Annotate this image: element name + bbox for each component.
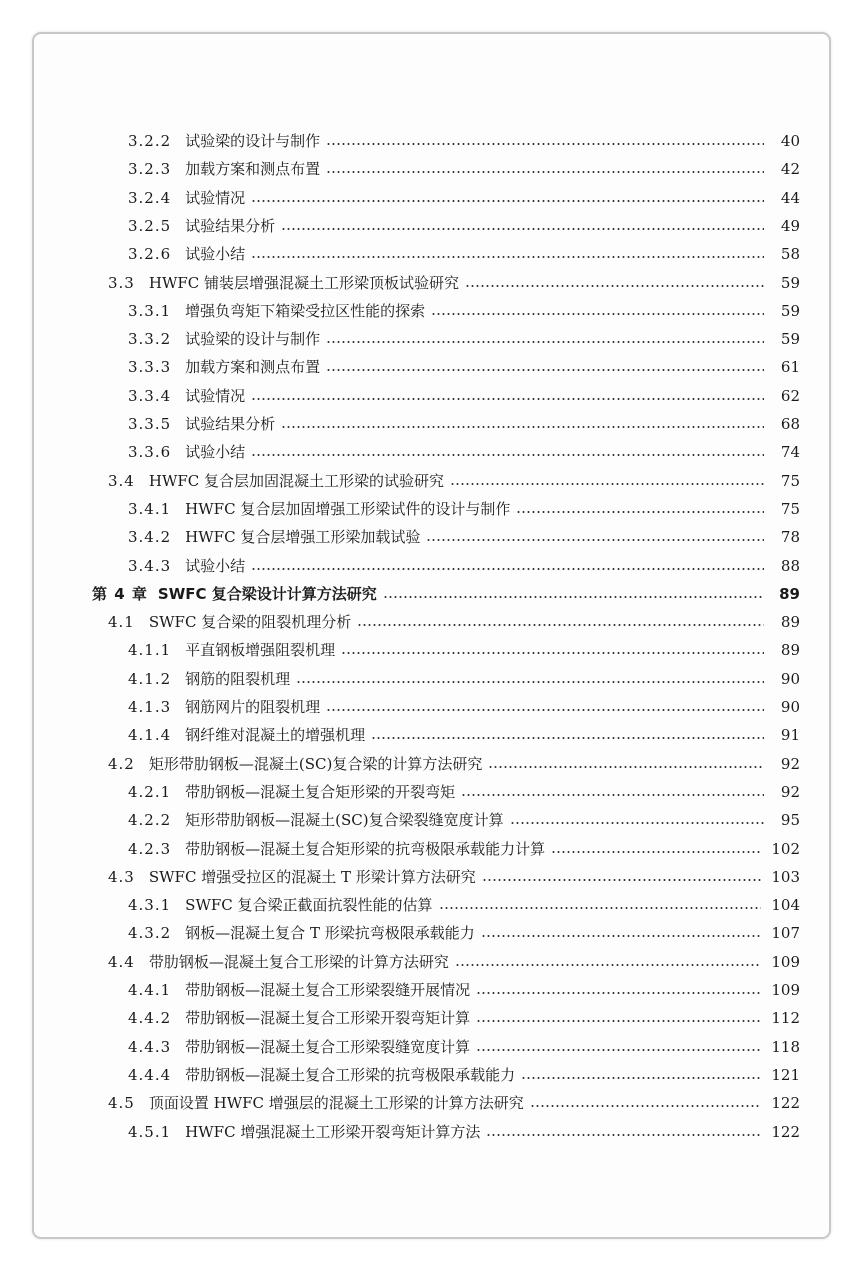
toc-entry-page: 44 [780, 188, 800, 207]
toc-entry[interactable] [0, 1089, 800, 1117]
toc-entry[interactable] [0, 410, 800, 438]
toc-entry-title: 增强负弯矩下箱梁受拉区性能的探索 [185, 301, 426, 320]
toc-entry-page: 92 [780, 754, 800, 773]
toc-entry-page: 74 [780, 443, 800, 462]
toc-entry-number: 4.1 [108, 613, 135, 632]
toc-dot-leader [476, 992, 761, 994]
toc-entry[interactable] [0, 976, 800, 1004]
toc-entry-title: 带肋钢板—混凝土复合工形梁的计算方法研究 [148, 952, 449, 971]
toc-entry-number: 3.4.1 [128, 499, 172, 518]
toc-dot-leader [326, 171, 764, 173]
toc-entry-number: 3.4 [108, 471, 135, 490]
toc-dot-leader [521, 1077, 761, 1079]
toc-entry-page: 112 [771, 1009, 800, 1028]
toc-entry[interactable] [0, 127, 800, 155]
toc-entry[interactable] [0, 495, 800, 523]
toc-entry[interactable] [0, 467, 800, 495]
toc-dot-leader [341, 652, 764, 654]
toc-entry[interactable] [0, 1004, 800, 1032]
toc-entry-title: 钢筋的阻裂机理 [185, 669, 291, 688]
toc-entry-number: 4.4.1 [128, 981, 172, 999]
toc-entry-title: 顶面设置 HWFC 增强层的混凝土工形梁的计算方法研究 [148, 1094, 524, 1113]
toc-entry-title: 试验小结 [185, 443, 246, 462]
toc-entry[interactable] [0, 919, 800, 947]
toc-entry-page: 109 [771, 981, 800, 999]
toc-dot-leader [551, 851, 761, 853]
toc-entry-title: HWFC 复合层加固增强工形梁试件的设计与制作 [185, 499, 511, 518]
toc-entry-title: 加载方案和测点布置 [185, 160, 321, 179]
toc-entry-number: 4.1.2 [128, 669, 172, 688]
toc-entry-number: 3.4.3 [128, 556, 172, 575]
toc-dot-leader [465, 285, 764, 287]
toc-entry-number: 3.3.5 [128, 415, 172, 433]
toc-entry[interactable] [0, 269, 800, 297]
toc-entry[interactable] [0, 693, 800, 721]
toc-entry-page: 42 [780, 160, 800, 179]
toc-entry-number: 4.4.4 [128, 1065, 172, 1084]
toc-entry-page: 95 [780, 811, 800, 830]
toc-dot-leader [383, 596, 764, 598]
toc-chapter-entry[interactable] [0, 580, 800, 608]
toc-dot-leader [455, 964, 761, 966]
toc-entry-number: 3.2.6 [128, 245, 172, 264]
toc-entry[interactable] [0, 325, 800, 353]
toc-entry-title: 试验梁的设计与制作 [185, 132, 321, 150]
toc-entry-title: 带肋钢板—混凝土复合矩形梁的抗弯极限承载能力计算 [185, 839, 546, 858]
toc-entry-title: 带肋钢板—混凝土复合矩形梁的开裂弯矩 [185, 782, 456, 801]
toc-entry-page: 68 [780, 415, 800, 433]
toc-dot-leader [476, 1020, 761, 1022]
toc-entry-title: 钢纤维对混凝土的增强机理 [185, 726, 366, 745]
toc-entry-title: 试验情况 [185, 188, 246, 207]
toc-entry-page: 89 [780, 613, 800, 632]
toc-entry-title: 试验小结 [185, 556, 246, 575]
toc-entry-title: SWFC 增强受拉区的混凝土 T 形梁计算方法研究 [148, 867, 476, 886]
toc-entry-page: 59 [780, 273, 800, 292]
toc-entry[interactable] [0, 297, 800, 325]
toc-entry-number: 4.5.1 [128, 1122, 172, 1141]
toc-entry-number: 4.3.1 [128, 896, 172, 915]
toc-entry-page: 78 [780, 528, 800, 547]
toc-dot-leader [251, 200, 764, 202]
toc-entry-number: 3.3.6 [128, 443, 172, 462]
toc-entry-page: 104 [771, 896, 800, 915]
toc-entry-title: SWFC 复合梁正截面抗裂性能的估算 [185, 896, 433, 915]
toc-entry-title: 矩形带肋钢板—混凝土(SC)复合梁的计算方法研究 [148, 754, 483, 773]
toc-entry-page: 59 [780, 330, 800, 349]
toc-dot-leader [326, 341, 764, 343]
toc-dot-leader [482, 879, 762, 881]
toc-entry-page: 109 [771, 952, 800, 971]
toc-entry-title: HWFC 复合层加固混凝土工形梁的试验研究 [148, 471, 445, 490]
toc-entry-number: 4.2.2 [128, 811, 172, 830]
toc-entry-number: 4.2.3 [128, 839, 172, 858]
toc-entry-number: 4.1.4 [128, 726, 172, 745]
toc-entry-title: 试验小结 [185, 245, 246, 264]
toc-dot-leader [296, 681, 764, 683]
toc-entry[interactable] [0, 948, 800, 976]
toc-entry-page: 89 [779, 584, 800, 603]
toc-entry-page: 88 [780, 556, 800, 575]
toc-entry-number: 4.2.1 [128, 782, 172, 801]
toc-entry-page: 107 [771, 924, 800, 943]
toc-entry-number: 4.4.3 [128, 1037, 172, 1056]
toc-entry[interactable] [0, 523, 800, 551]
toc-entry[interactable] [0, 212, 800, 240]
toc-entry[interactable] [0, 155, 800, 183]
toc-entry-number: 3.3 [108, 273, 135, 292]
toc-entry[interactable] [0, 1061, 800, 1089]
toc-dot-leader [251, 568, 764, 570]
toc-entry[interactable] [0, 240, 800, 268]
toc-entry-number: 3.2.5 [128, 216, 172, 235]
toc-entry-title: HWFC 铺装层增强混凝土工形梁顶板试验研究 [148, 273, 460, 292]
toc-entry[interactable] [0, 608, 800, 636]
toc-entry[interactable] [0, 382, 800, 410]
toc-entry-title: 平直钢板增强阻裂机理 [185, 641, 336, 660]
toc-dot-leader [357, 624, 764, 626]
toc-dot-leader [450, 483, 764, 485]
toc-dot-leader [326, 143, 764, 145]
toc-entry-number: 4.1.3 [128, 698, 172, 716]
toc-entry-number: 第 4 章 [92, 584, 148, 603]
toc-entry-number: 4.3.2 [128, 924, 172, 943]
toc-entry[interactable] [0, 665, 800, 693]
toc-entry[interactable] [0, 721, 800, 749]
toc-entry[interactable] [0, 1033, 800, 1061]
toc-dot-leader [510, 822, 764, 824]
toc-dot-leader [371, 737, 764, 739]
toc-entry-number: 3.3.4 [128, 386, 172, 405]
toc-entry-page: 75 [780, 499, 800, 518]
toc-dot-leader [281, 228, 764, 230]
toc-entry-page: 90 [780, 698, 800, 716]
toc-entry[interactable] [0, 438, 800, 466]
toc-entry-title: 带肋钢板—混凝土复合工形梁裂缝宽度计算 [185, 1037, 471, 1056]
toc-entry-title: 带肋钢板—混凝土复合工形梁裂缝开展情况 [185, 981, 471, 999]
toc-dot-leader [461, 794, 764, 796]
toc-entry-page: 103 [771, 867, 800, 886]
toc-dot-leader [326, 709, 764, 711]
toc-entry[interactable] [0, 184, 800, 212]
toc-dot-leader [439, 907, 762, 909]
toc-entry-page: 122 [771, 1122, 800, 1141]
toc-entry[interactable] [0, 835, 800, 863]
toc-entry-title: 试验结果分析 [185, 415, 276, 433]
toc-dot-leader [426, 539, 764, 541]
toc-entry-title: HWFC 增强混凝土工形梁开裂弯矩计算方法 [185, 1122, 481, 1141]
toc-dot-leader [431, 313, 764, 315]
toc-entry[interactable] [0, 806, 800, 834]
toc-entry-page: 61 [780, 358, 800, 377]
toc-entry-page: 118 [771, 1037, 800, 1056]
toc-entry-number: 3.4.2 [128, 528, 172, 547]
toc-entry[interactable] [0, 636, 800, 664]
toc-entry-number: 3.2.3 [128, 160, 172, 179]
toc-entry-title: 带肋钢板—混凝土复合工形梁的抗弯极限承载能力 [185, 1065, 516, 1084]
toc-entry-title: SWFC 复合梁的阻裂机理分析 [148, 613, 352, 632]
toc-entry-title: 钢板—混凝土复合 T 形梁抗弯极限承载能力 [185, 924, 475, 943]
toc-dot-leader [281, 426, 764, 428]
toc-entry-page: 121 [771, 1065, 800, 1084]
toc-dot-leader [476, 1049, 761, 1051]
toc-entry-number: 4.1.1 [128, 641, 172, 660]
toc-entry-page: 62 [780, 386, 800, 405]
toc-entry-title: 钢筋网片的阻裂机理 [185, 698, 321, 716]
toc-dot-leader [251, 454, 764, 456]
toc-entry-title: 试验结果分析 [185, 216, 276, 235]
toc-entry-page: 92 [780, 782, 800, 801]
toc-entry-page: 40 [780, 132, 800, 150]
toc-entry-number: 3.3.3 [128, 358, 172, 377]
toc-dot-leader [488, 766, 764, 768]
toc-entry-number: 3.3.1 [128, 301, 172, 320]
toc-entry-page: 90 [780, 669, 800, 688]
toc-dot-leader [530, 1105, 762, 1107]
toc-entry-page: 102 [771, 839, 800, 858]
toc-entry[interactable] [0, 863, 800, 891]
toc-entry-page: 122 [771, 1094, 800, 1113]
toc-entry[interactable] [0, 1118, 800, 1146]
toc-dot-leader [481, 935, 762, 937]
toc-entry-page: 49 [780, 216, 800, 235]
toc-entry-title: 试验梁的设计与制作 [185, 330, 321, 349]
toc-entry-number: 4.4 [108, 952, 135, 971]
toc-entry-title: 加载方案和测点布置 [185, 358, 321, 377]
toc-entry-page: 75 [780, 471, 800, 490]
toc-entry-title: 矩形带肋钢板—混凝土(SC)复合梁裂缝宽度计算 [185, 811, 504, 830]
toc-entry-number: 3.3.2 [128, 330, 172, 349]
toc-entry[interactable] [0, 552, 800, 580]
toc-entry[interactable] [0, 778, 800, 806]
toc-entry-title: 试验情况 [185, 386, 246, 405]
toc-dot-leader [251, 256, 764, 258]
toc-entry-title: 带肋钢板—混凝土复合工形梁开裂弯矩计算 [185, 1009, 471, 1028]
toc-entry-title: HWFC 复合层增强工形梁加载试验 [185, 528, 421, 547]
toc-entry[interactable] [0, 750, 800, 778]
toc-entry-number: 4.5 [108, 1094, 135, 1113]
toc-entry-page: 59 [780, 301, 800, 320]
toc-entry-page: 58 [780, 245, 800, 264]
toc-entry-number: 3.2.2 [128, 132, 172, 150]
toc-entry-page: 91 [780, 726, 800, 745]
toc-dot-leader [251, 398, 764, 400]
toc-dot-leader [516, 511, 764, 513]
toc-entry-title: SWFC 复合梁设计计算方法研究 [157, 584, 377, 603]
toc-entry[interactable] [0, 891, 800, 919]
toc-dot-leader [326, 369, 764, 371]
toc-entry-number: 4.3 [108, 867, 135, 886]
toc-entry-number: 3.2.4 [128, 188, 172, 207]
toc-entry-number: 4.2 [108, 754, 135, 773]
toc-entry[interactable] [0, 353, 800, 381]
toc-entry-page: 89 [780, 641, 800, 660]
toc-entry-number: 4.4.2 [128, 1009, 172, 1028]
toc-dot-leader [486, 1134, 761, 1136]
